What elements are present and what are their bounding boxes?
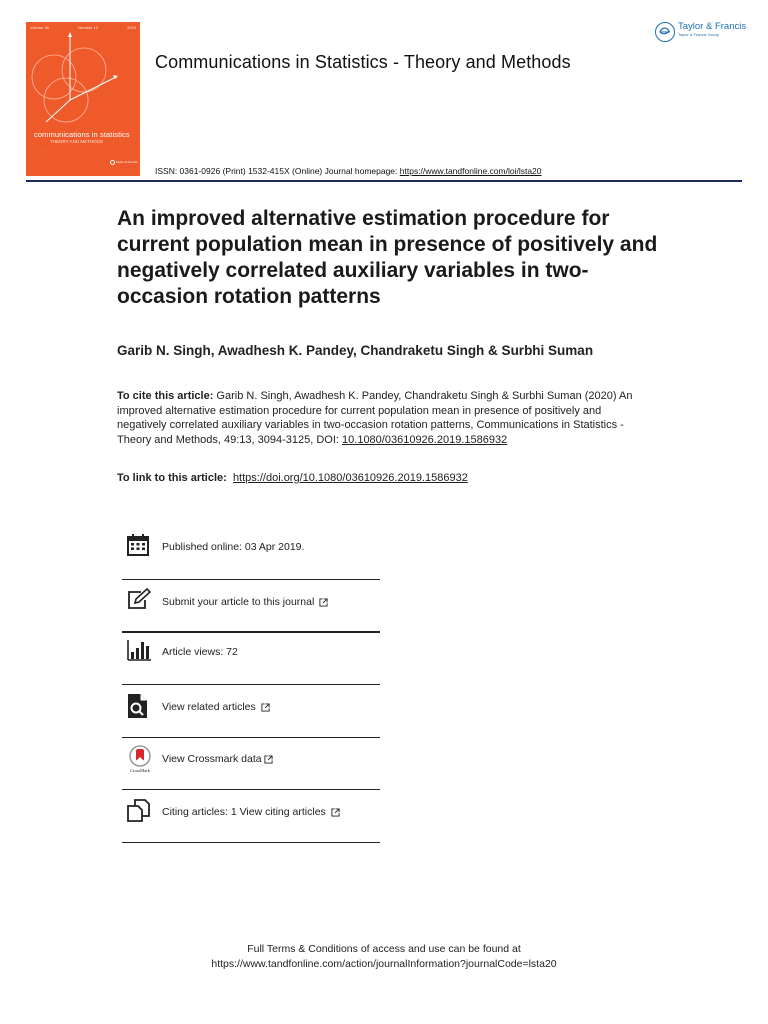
publisher-name: Taylor & Francis xyxy=(678,21,747,32)
crossmark-icon xyxy=(126,745,154,773)
article-title: An improved alternative estimation procedure for current population mean in presence of positively and negatively correlated auxiliary variables in two-occasion rotation patterns xyxy=(117,207,658,308)
edit-icon xyxy=(126,588,154,616)
cover-number: Number 13 xyxy=(78,25,98,30)
crossmark-label: View Crossmark data xyxy=(162,753,262,765)
search-document-icon xyxy=(126,693,154,721)
journal-cover-image xyxy=(26,22,140,176)
cover-title: communications in statistics xyxy=(34,130,130,139)
link-label: To link to this article: xyxy=(117,472,227,484)
external-link-icon xyxy=(319,598,328,607)
external-link-icon xyxy=(261,703,270,712)
submit-article-label: Submit your article to this journal xyxy=(162,596,315,608)
taylor-francis-logo-icon xyxy=(655,22,675,42)
journal-homepage-link[interactable]: https://www.tandfonline.com/loi/lsta20 xyxy=(399,166,542,176)
article-views-item xyxy=(122,638,380,666)
cover-publisher-icon xyxy=(110,160,115,165)
external-link-icon xyxy=(331,808,340,817)
citing-articles-icon xyxy=(126,798,154,826)
footer-terms-text: Full Terms & Conditions of access and use can be found at xyxy=(247,943,521,955)
related-articles-item[interactable] xyxy=(122,693,380,721)
calendar-icon xyxy=(126,533,154,561)
cover-year: 2019 xyxy=(127,25,136,30)
divider xyxy=(122,579,380,580)
article-link-line xyxy=(117,472,468,484)
footer-terms-link[interactable]: https://www.tandfonline.com/action/journalInformation?journalCode=lsta20 xyxy=(211,958,557,970)
published-online-item xyxy=(122,533,380,561)
divider xyxy=(122,789,380,790)
publisher-group: Taylor & Francis Group xyxy=(678,32,719,37)
related-articles-label: View related articles xyxy=(162,701,256,713)
submit-article-item[interactable] xyxy=(122,588,380,616)
cover-publisher: Taylor & Francis xyxy=(116,160,138,164)
citation-block xyxy=(117,389,647,447)
bar-chart-icon xyxy=(126,638,154,666)
divider xyxy=(122,737,380,738)
issn-text: ISSN: 0361-0926 (Print) 1532-415X (Online) Journal homepage: xyxy=(155,166,400,176)
article-doi-link[interactable]: https://doi.org/10.1080/03610926.2019.1586932 xyxy=(232,472,468,484)
article-views-label: Article views: 72 xyxy=(162,646,238,658)
citation-text: Garib N. Singh, Awadhesh K. Pandey, Chandraketu Singh & Surbhi Suman (2020) An improved alternative estimation procedure for current population mean in presence of positively and negatively correlated auxiliary variables in two-occasion rotation patterns, Communications in Statistics - Theory and Methods, 49:13, 3094-3125, DOI: xyxy=(117,390,633,446)
citing-articles-item[interactable] xyxy=(122,798,380,826)
published-online-label: Published online: 03 Apr 2019. xyxy=(162,541,305,553)
issn-line xyxy=(155,166,542,176)
header-divider xyxy=(26,180,742,182)
article-authors: Garib N. Singh, Awadhesh K. Pandey, Chandraketu Singh & Surbhi Suman xyxy=(117,343,594,358)
citation-doi-link[interactable]: 10.1080/03610926.2019.1586932 xyxy=(342,433,508,446)
citation-label: To cite this article: xyxy=(117,390,214,402)
citing-articles-label: Citing articles: 1 View citing articles xyxy=(162,806,326,818)
cover-subtitle: THEORY AND METHODS xyxy=(50,139,103,144)
journal-title: Communications in Statistics - Theory and Methods xyxy=(155,52,571,72)
crossmark-caption: CrossMark xyxy=(130,768,150,773)
divider xyxy=(122,631,380,633)
divider xyxy=(122,684,380,685)
divider xyxy=(122,842,380,843)
crossmark-item[interactable] xyxy=(122,745,380,773)
cover-volume: Volume 48 xyxy=(30,25,49,30)
cover-fineprint: · · · · · · · · · · · · · · · · xyxy=(34,148,52,156)
publisher-logo xyxy=(655,22,746,42)
external-link-icon xyxy=(264,755,273,764)
